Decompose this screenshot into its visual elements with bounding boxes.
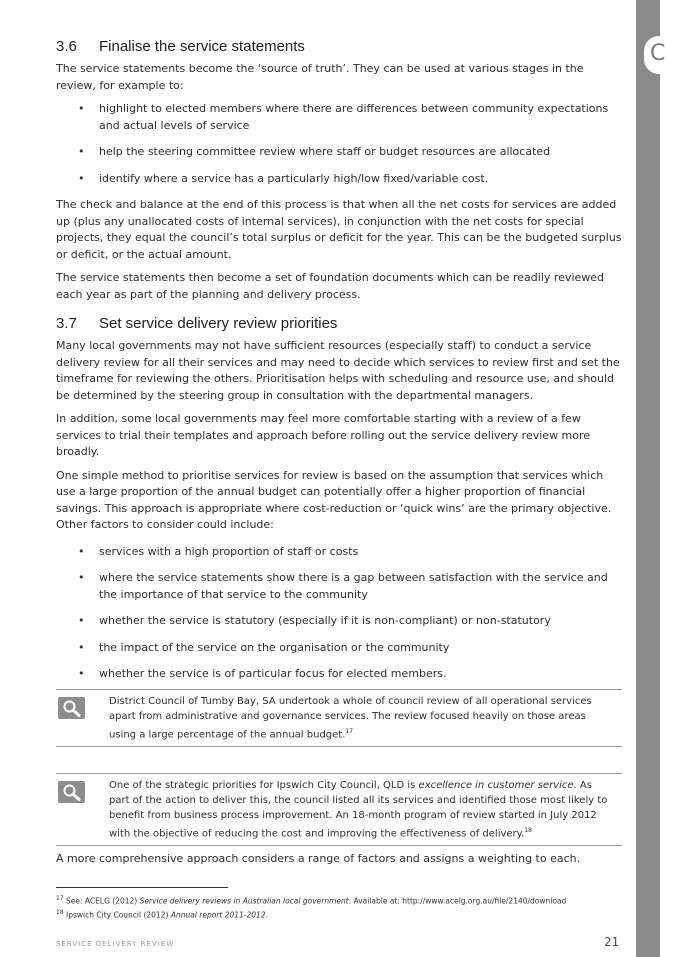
case-study-box — [56, 773, 622, 846]
bullet-list — [56, 101, 622, 187]
section-heading-3-7 — [56, 315, 622, 332]
list-item: • identify where a service has a particularly high/low fixed/variable cost. — [78, 171, 489, 185]
list-item: • services with a high proportion of staff or costs — [78, 544, 359, 558]
footnote-ref: 18 — [524, 826, 532, 834]
case-study-text: One of the strategic priorities for Ipswich City Council, QLD is excellence in customer service. As part of the action to deliver this, the council listed all its services and identified those most likely to benefit from business process improvement. An 18-month program of review started in July 2012 with the objective of reducing the cost and improving the effectiveness of delivery.$^{18}$ — [109, 779, 608, 840]
side-tab — [644, 36, 674, 74]
section-title: Finalise the service statements — [99, 38, 305, 55]
main-content — [56, 38, 622, 875]
paragraph: In addition, some local governments may feel more comfortable starting with a review of a few services to trial their templates and approach before rolling out the service delivery review more broadly. — [56, 412, 591, 458]
side-strip — [636, 0, 666, 957]
footnote: $^{17}$ See: ACELG (2012) Service delivery reviews in Australian local government. Available at: http://www.acelg.org.au/file/2140/download — [56, 895, 567, 906]
footnote-ref: 17 — [345, 727, 354, 735]
section-number: 3.6 — [56, 38, 77, 55]
case-study-text: District Council of Tumby Bay, SA undertook a whole of council review of all operational services apart from administrative and governance services. The review focused heavily on those areas using a large percentage of the annual budget.$^{17}$ — [109, 695, 592, 740]
paragraph: The service statements become the ‘source of truth’. They can be used at various stages in the review, for example to: — [56, 62, 584, 92]
paragraph: The check and balance at the end of this process is that when all the net costs for services are added up (plus any unallocated costs of internal services), in conjunction with the net costs for special projects, they equal the council’s total surplus or deficit for the year. This can be the budgeted surplus or deficit, or the actual amount. — [56, 198, 622, 261]
footnotes — [56, 887, 616, 920]
paragraph: One simple method to prioritise services for review is based on the assumption that services which use a large proportion of the annual budget can potentially offer a higher proportion of financial savings. This approach is appropriate where cost-reduction or ‘quick wins’ are the primary objective. Other factors to consider could include: — [56, 468, 612, 531]
list-item: • the impact of the service on the organisation or the community — [78, 640, 450, 654]
paragraph: The service statements then become a set of foundation documents which can be readily reviewed each year as part of the planning and delivery process. — [56, 271, 605, 301]
paragraph: Many local governments may not have sufficient resources (especially staff) to conduct a service delivery review for all their services and may need to decide which services to review first and set the timeframe for reviewing the others. Prioritisation helps with scheduling and resource use, and should be determined by the steering group in consultation with the departmental managers. — [56, 339, 620, 402]
magnifier-icon — [58, 781, 85, 803]
list-item: • where the service statements show there is a gap between satisfaction with the service and the importance of that service to the community — [78, 571, 608, 601]
bullet-list — [56, 544, 622, 683]
closing-paragraph: A more comprehensive approach considers a range of factors and assigns a weighting to each. — [56, 852, 581, 866]
footnote-divider — [56, 887, 228, 888]
section-title: Set service delivery review priorities — [99, 315, 338, 332]
footnote: $^{18}$ Ipswich City Council (2012) Annual report 2011-2012. — [56, 908, 268, 919]
list-item: • whether the service is statutory (especially if it is non-compliant) or non-statutory — [78, 614, 551, 627]
running-title: SERVICE DELIVERY REVIEW — [56, 940, 175, 948]
list-item: • highlight to elected members where there are differences between community expectations and actual levels of service — [78, 102, 609, 132]
page-number: 21 — [604, 935, 620, 949]
list-item: • whether the service is of particular focus for elected members. — [78, 667, 447, 680]
case-study-box — [56, 689, 622, 747]
list-item: • help the steering committee review where staff or budget resources are allocated — [78, 145, 551, 158]
section-heading-3-6 — [56, 38, 622, 55]
magnifier-icon — [58, 697, 85, 719]
section-number: 3.7 — [56, 315, 77, 332]
side-tab-glyph: C — [650, 41, 666, 66]
